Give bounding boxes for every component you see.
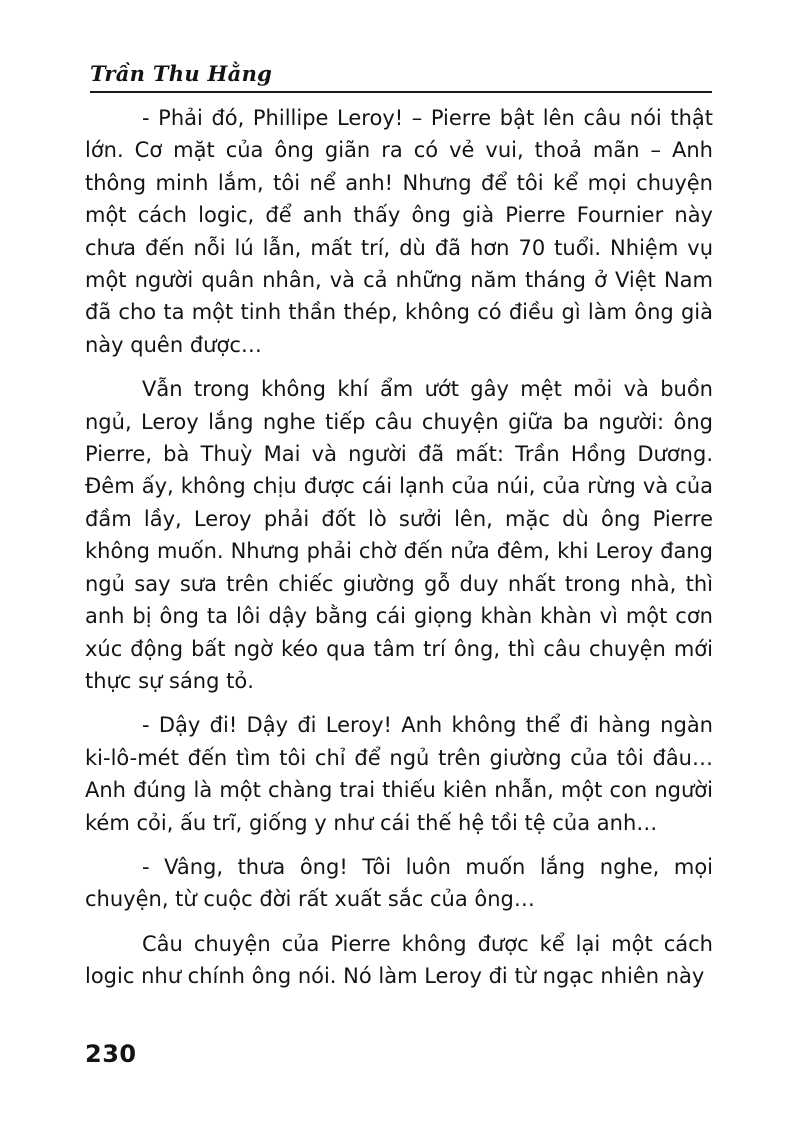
paragraph: - Phải đó, Phillipe Leroy! – Pierre bật lên câu nói thật lớn. Cơ mặt của ông giãn ra có vẻ vui, thoả mãn – Anh thông minh lắm, tôi nể anh! Nhưng để tôi kể mọi chuyện một cách logic, để anh thấy ông già Pierre Fournier này chưa đến nỗi lú lẫn, mất trí, dù đã hơn 70 tuổi. Nhiệm vụ một người quân nhân, và cả những năm tháng ở Việt Nam đã cho ta một tinh thần thép, không có điều gì làm ông già này quên được… xyxy=(85,106,713,357)
paragraph: - Dậy đi! Dậy đi Leroy! Anh không thể đi hàng ngàn ki-lô-mét đến tìm tôi chỉ để ngủ trên giường của tôi đâu… Anh đúng là một chàng trai thiếu kiên nhẫn, một con người kém cỏi, ấu trĩ, giống y như cái thế hệ tồi tệ của anh… xyxy=(85,713,713,835)
body-text xyxy=(85,102,713,1005)
running-header xyxy=(90,55,712,93)
author-name: Trần Thu Hằng xyxy=(90,61,273,86)
paragraph: - Vâng, thưa ông! Tôi luôn muốn lắng nghe, mọi chuyện, từ cuộc đời rất xuất sắc của ông… xyxy=(85,854,713,912)
paragraph: Câu chuyện của Pierre không được kể lại một cách logic như chính ông nói. Nó làm Leroy đi từ ngạc nhiên này xyxy=(85,931,713,989)
page-number: 230 xyxy=(85,1040,137,1068)
paragraph: Vẫn trong không khí ẩm ướt gây mệt mỏi và buồn ngủ, Leroy lắng nghe tiếp câu chuyện giữa ba người: ông Pierre, bà Thuỳ Mai và người đã mất: Trần Hồng Dương. Đêm ấy, không chịu được cái lạnh của núi, của rừng và của đầm lầy, Leroy phải đốt lò sưởi lên, mặc dù ông Pierre không muốn. Nhưng phải chờ đến nửa đêm, khi Leroy đang ngủ say sưa trên chiếc giường gỗ duy nhất trong nhà, thì anh bị ông ta lôi dậy bằng cái giọng khàn khàn vì một cơn xúc động bất ngờ kéo qua tâm trí ông, thì câu chuyện mới thực sự sáng tỏ. xyxy=(85,377,713,693)
